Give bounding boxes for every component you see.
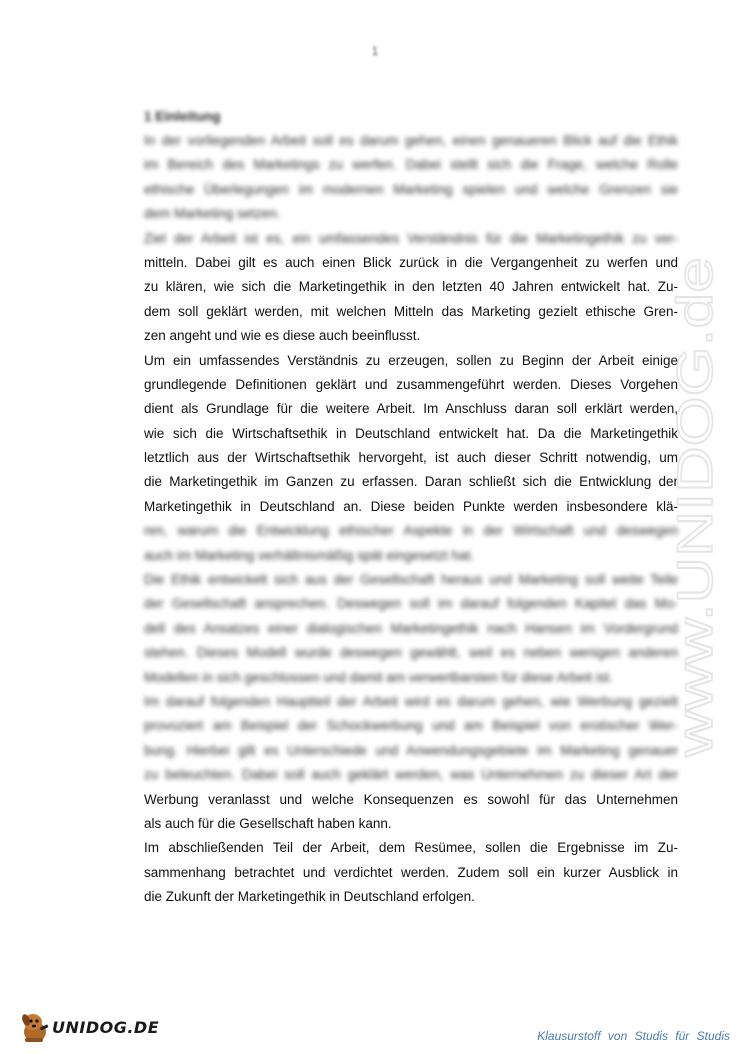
text-line: Im darauf folgenden Hauptteil der Arbeit wird es darum gehen, wie Werbung gezielt xyxy=(144,693,678,709)
text-line: als auch für die Gesellschaft haben kann. xyxy=(144,815,392,831)
watermark-text: www.UNIDOG.de xyxy=(667,368,723,757)
text-line: Im abschließenden Teil der Arbeit, dem Resümee, sollen die Ergebnisse im Zu- xyxy=(144,840,678,856)
text-line: der Gesellschaft ansprechen. Deswegen soll im darauf folgenden Kapitel das Mo- xyxy=(144,596,678,612)
unidog-logo[interactable] xyxy=(20,1010,159,1044)
text-line: Modellen in sich geschlossen und damit am verwertbarsten für diese Arbeit ist. xyxy=(144,669,613,685)
footer-tagline: Klausurstoff von Studis für Studis xyxy=(537,1029,730,1043)
text-line: die Zukunft der Marketingethik in Deutschland erfolgen. xyxy=(144,889,475,905)
section-heading: 1 Einleitung xyxy=(144,109,221,124)
text-line: auch im Marketing verhältnismäßig spät eingesetzt hat. xyxy=(144,547,475,563)
document-body xyxy=(144,107,678,910)
text-line: ethische Überlegungen im modernen Marketing spielen und welche Grenzen sie xyxy=(144,181,678,197)
text-line: letztlich aus der Wirtschaftsethik hervorgeht, ist auch dieser Schritt notwendig, um xyxy=(144,450,678,466)
text-line: ren, warum die Entwicklung ethischer Aspekte in der Wirtschaft und deswegen xyxy=(144,523,678,539)
text-line: zen angeht und wie es diese auch beeinflusst. xyxy=(144,328,421,344)
text-line: Ziel der Arbeit ist es, ein umfassendes Verständnis für die Marketingethik zu ver- xyxy=(144,230,678,246)
text-line: grundlegende Definitionen geklärt und zusammengeführt werden. Dieses Vorgehen xyxy=(144,376,678,392)
page-number: 1 xyxy=(371,44,379,58)
text-line: provoziert am Beispiel der Schockwerbung und am Beispiel von erotischer Wer- xyxy=(144,718,678,734)
paragraph-lines xyxy=(144,129,678,910)
text-line: Die Ethik entwickelt sich aus der Gesellschaft heraus und Marketing soll weite Teile xyxy=(144,572,678,588)
text-line: dient als Grundlage für die weitere Arbeit. Im Anschluss daran soll erklärt werden, xyxy=(144,401,678,417)
text-line: dem Marketing setzen. xyxy=(144,206,281,222)
text-line: zu beleuchten. Dabei soll auch geklärt werden, was Unternehmen zu dieser Art der xyxy=(144,767,678,783)
logo-brand-text: UNIDOG.DE xyxy=(52,1017,160,1037)
text-line: Um ein umfassendes Verständnis zu erzeugen, sollen zu Beginn der Arbeit einige xyxy=(144,352,678,368)
text-line: dell des Ansatzes einer dialogischen Marketingethik nach Hansen im Vordergrund xyxy=(144,620,678,636)
text-line: bung. Hierbei gilt es Unterschiede und Anwendungsgebiete im Marketing genauer xyxy=(144,742,678,758)
text-line: stehen. Dieses Modell wurde deswegen gewählt, weil es neben wenigen anderen xyxy=(144,645,678,661)
watermark xyxy=(660,245,750,765)
text-line: wie sich die Wirtschaftsethik in Deutschland entwickelt hat. Da die Marketingethik xyxy=(144,425,678,441)
text-line: In der vorliegenden Arbeit soll es darum gehen, einen genaueren Blick auf die Ethik xyxy=(144,133,678,148)
text-line: sammenhang betrachtet und verdichtet werden. Zudem soll ein kurzer Ausblick in xyxy=(144,864,678,880)
text-line: mitteln. Dabei gilt es auch einen Blick zurück in die Vergangenheit zu werfen und xyxy=(144,254,678,270)
text-line: Werbung veranlasst und welche Konsequenzen es sowohl für das Unternehmen xyxy=(144,791,678,807)
text-line: im Bereich des Marketings zu werfen. Dabei stellt sich die Frage, welche Rolle xyxy=(144,157,678,173)
text-line: Marketingethik in Deutschland an. Diese beiden Punkte werden insbesondere klä- xyxy=(144,498,678,514)
text-line: dem soll geklärt werden, mit welchen Mitteln das Marketing gezielt ethische Gren- xyxy=(144,303,678,319)
text-line: zu klären, wie sich die Marketingethik in den letzten 40 Jahren entwickelt hat. Zu- xyxy=(144,279,678,295)
dog-mascot-icon xyxy=(20,1010,50,1044)
text-line: die Marketingethik im Ganzen zu erfassen. Daran schließt sich die Entwicklung der xyxy=(144,474,678,490)
